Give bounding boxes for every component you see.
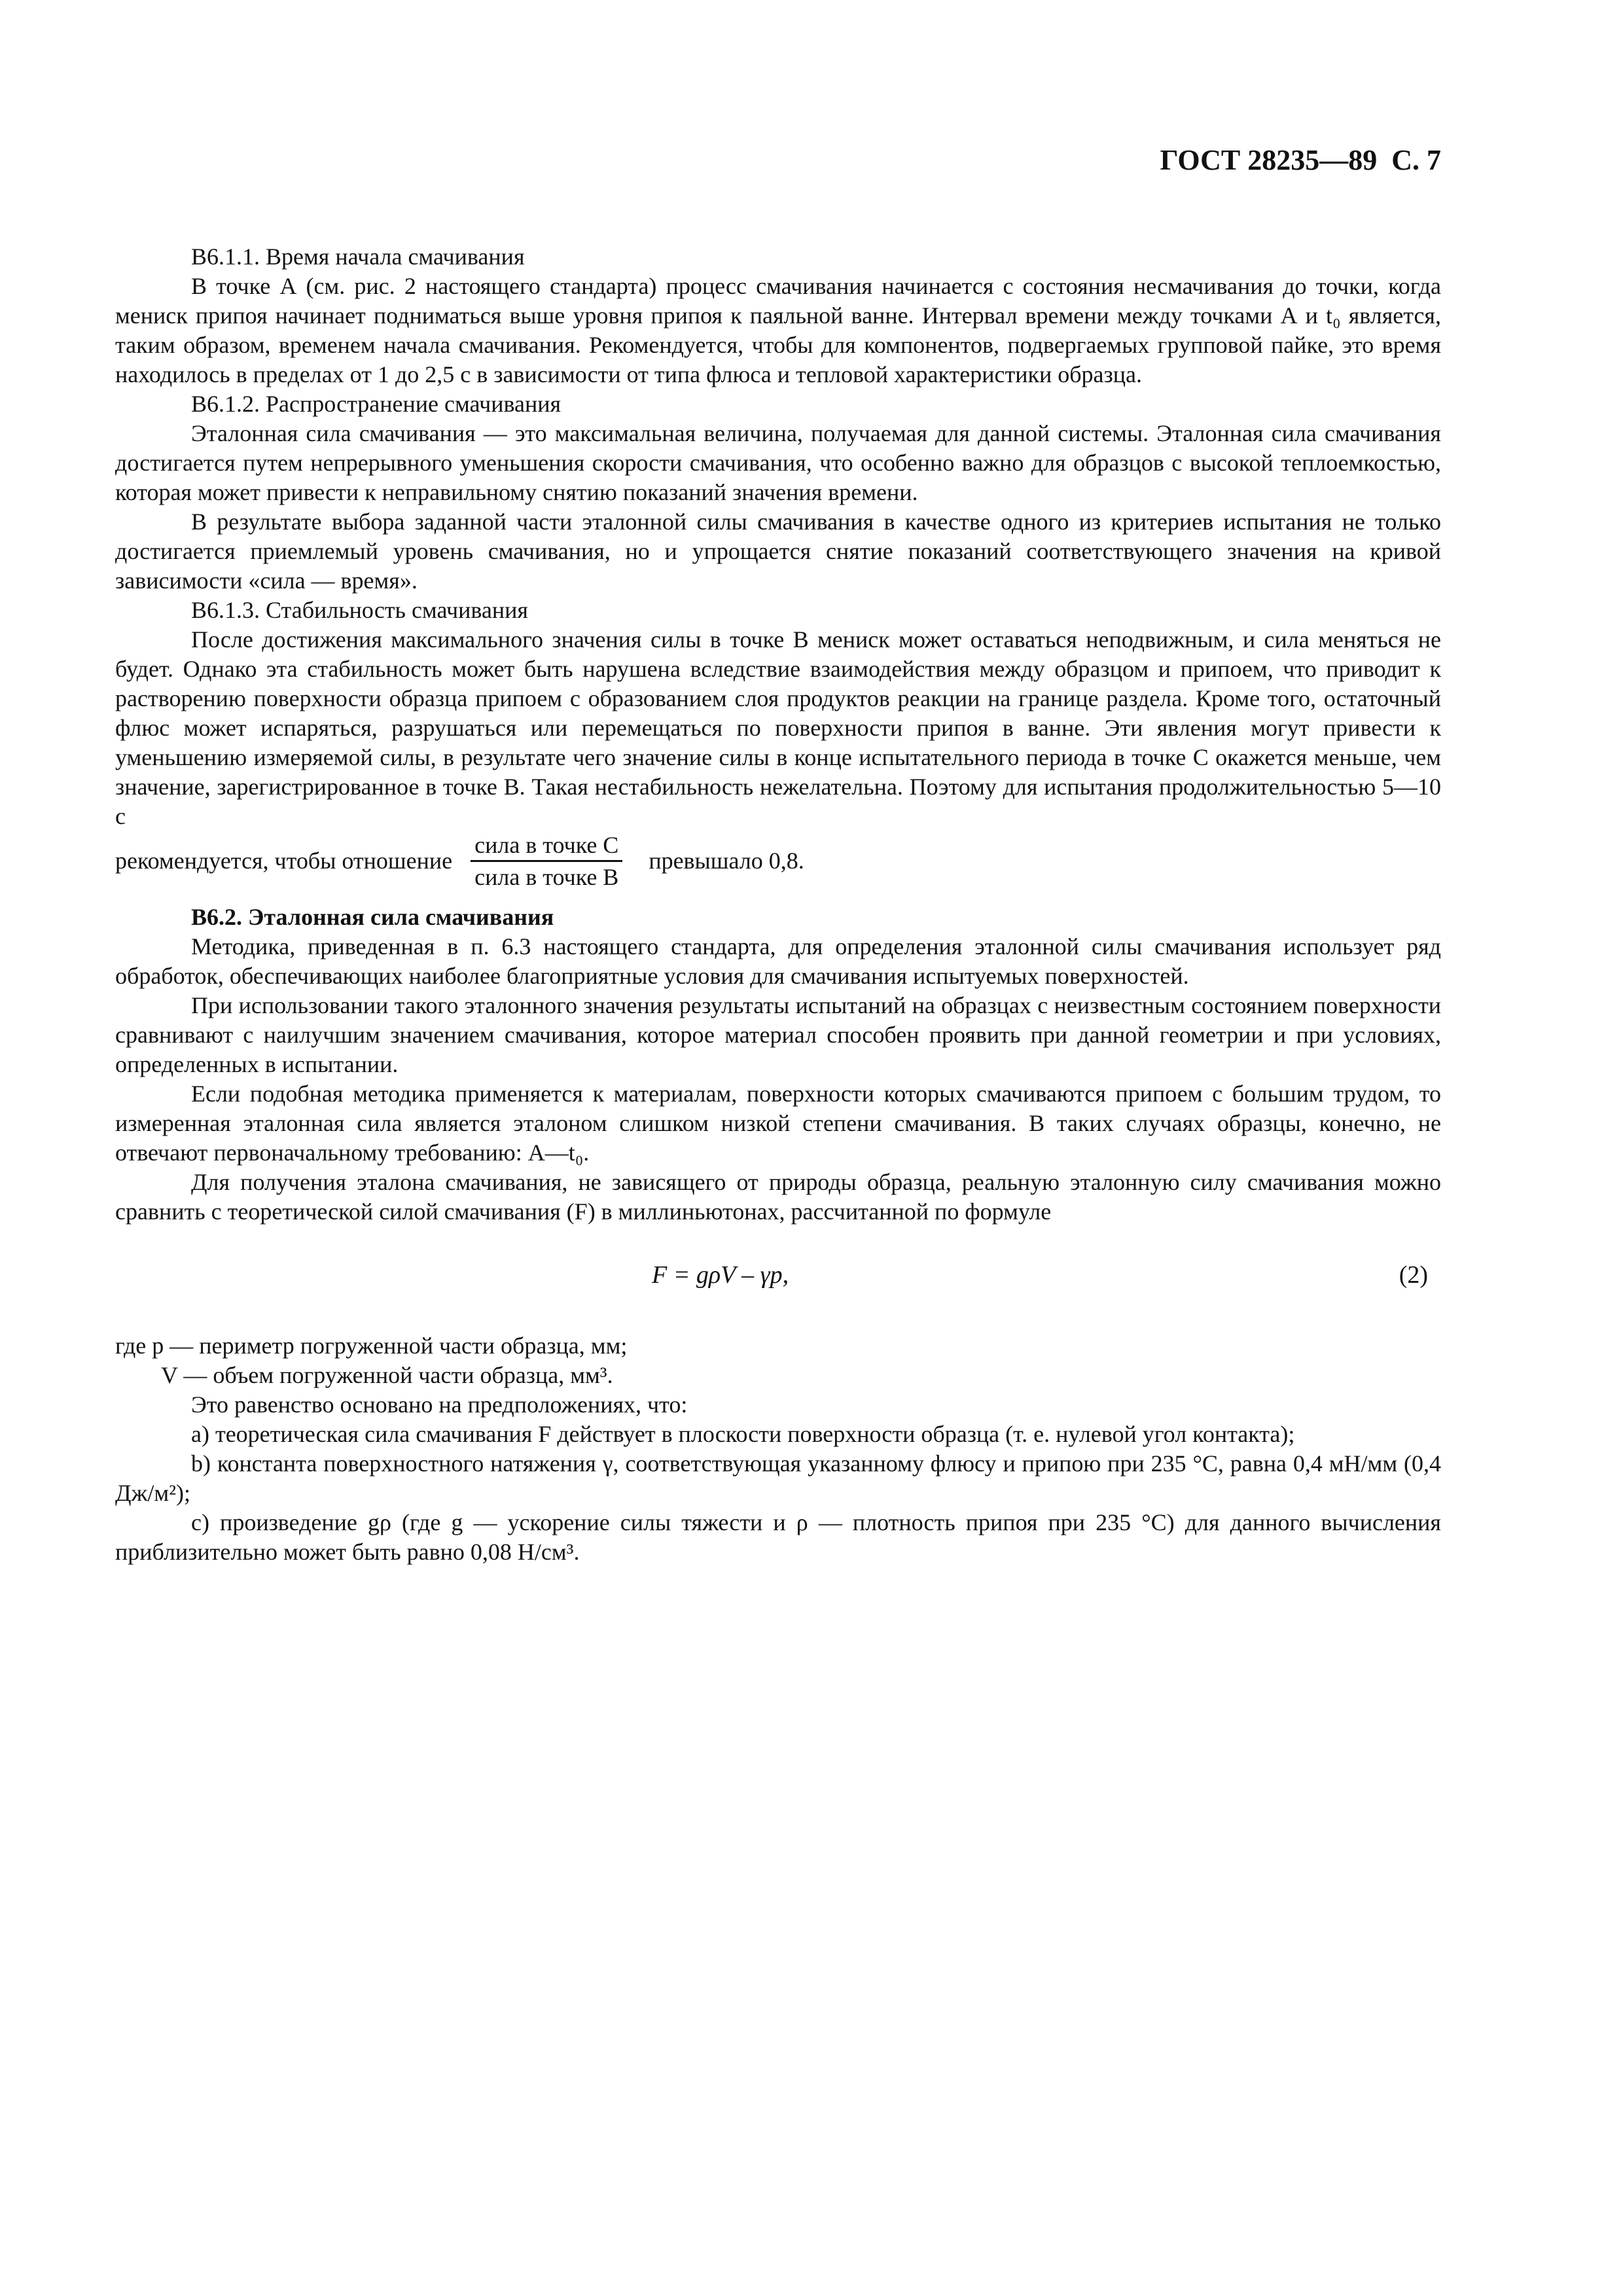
fraction-numerator: сила в точке С [471,831,622,862]
paragraph: Эталонная сила смачивания — это максимальная величина, получаемая для данной системы. Эталонная сила смачивания достигается путем непрерывного уменьшения скорости смачивания, что особенно важно для образцов с высокой теплоемкостью, которая может привести к неправильному снятию показаний значения времени. [115,420,1441,505]
ratio-fraction [471,831,622,891]
list-item: b) константа поверхностного натяжения γ, соответствующая указанному флюсу и припою при 235 °С, равна 0,4 мН/мм (0,4 Дж/м²); [115,1450,1441,1506]
document-page [115,144,1441,1567]
paragraph: При использовании такого эталонного значения результаты испытаний на образцах с неизвестным состоянием поверхности сравнивают с наилучшим значением смачивания, которое материал способен проявить при данной геометрии и при условиях, определенных в испытании. [115,992,1441,1077]
ratio-prefix: рекомендуется, чтобы отношение [115,848,453,874]
formula: F = gρV – γp, [652,1261,789,1289]
paragraph: После достижения максимального значения силы в точке В мениск может оставаться неподвижным, и сила меняться не будет. Однако эта стабильность может быть нарушена вследствие взаимодействия между образцом и припоем, что приводит к растворению поверхности образца припоем с образованием слоя продуктов реакции на границе раздела. Кроме того, остаточный флюс может испаряться, разрушаться или перемещаться по поверхности припоя в ванне. Эти явления могут привести к уменьшению измеряемой силы, в результате чего значение силы в конце испытательного периода в точке С окажется меньше, чем значение, зарегистрированное в точке В. Такая нестабильность нежелательна. Поэтому для испытания продолжительностью 5—10 с [115,626,1441,829]
ratio-line [115,831,1441,891]
list-item: с) произведение gρ (где g — ускорение силы тяжести и ρ — плотность припоя при 235 °С) для данного вычисления приблизительно может быть равно 0,08 Н/см³. [115,1509,1441,1565]
paragraph: Это равенство основано на предположениях, что: [191,1391,688,1418]
paragraph: В точке А (см. рис. 2 настоящего стандарта) процесс смачивания начинается с состояния несмачивания до точки, когда мениск припоя начинает подниматься выше уровня припоя к паяльной ванне. Интервал времени между точками А и t₀ является, таким образом, временем начала смачивания. Рекомендуется, чтобы для компонентов, подвергаемых групповой пайке, это время находилось в пределах от 1 до 2,5 с в зависимости от типа флюса и тепловой характеристики образца. [115,273,1441,387]
where-line: V — объем погруженной части образца, мм³. [161,1362,613,1388]
ratio-suffix: превышало 0,8. [649,848,804,874]
list-item: а) теоретическая сила смачивания F действует в плоскости поверхности образца (т. е. нулевой угол контакта); [191,1421,1295,1447]
section-b612-heading: В6.1.2. Распространение смачивания [191,391,562,417]
where-line: где p — периметр погруженной части образца, мм; [115,1333,628,1359]
section-b613-heading: В6.1.3. Стабильность смачивания [191,597,528,623]
section-b611-heading: В6.1.1. Время начала смачивания [191,243,525,270]
fraction-denominator: сила в точке В [474,864,619,890]
paragraph: Методика, приведенная в п. 6.3 настоящего стандарта, для определения эталонной силы смачивания использует ряд обработок, обеспечивающих наиболее благоприятные условия для смачивания испытуемых поверхностей. [115,933,1441,989]
paragraph: Для получения эталона смачивания, не зависящего от природы образца, реальную эталонную силу смачивания можно сравнить с теоретической силой смачивания (F) в миллиньютонах, рассчитанной по формуле [115,1169,1441,1225]
formula-block [115,1227,1441,1331]
paragraph: В результате выбора заданной части эталонной силы смачивания в качестве одного из критериев испытания не только достигается приемлемый уровень смачивания, но и упрощается снятие показаний соответствующего значения на кривой зависимости «сила — время». [115,509,1441,594]
section-b62-heading: В6.2. Эталонная сила смачивания [191,904,554,930]
page-header: ГОСТ 28235—89 С. 7 [1160,144,1441,176]
formula-number: (2) [1399,1261,1428,1289]
paragraph: Если подобная методика применяется к материалам, поверхности которых смачиваются припоем с большим трудом, то измеренная эталонная сила является эталоном слишком низкой степени смачивания. В таких случаях образцы, конечно, не отвечают первоначальному требованию: А—t₀. [115,1081,1441,1166]
